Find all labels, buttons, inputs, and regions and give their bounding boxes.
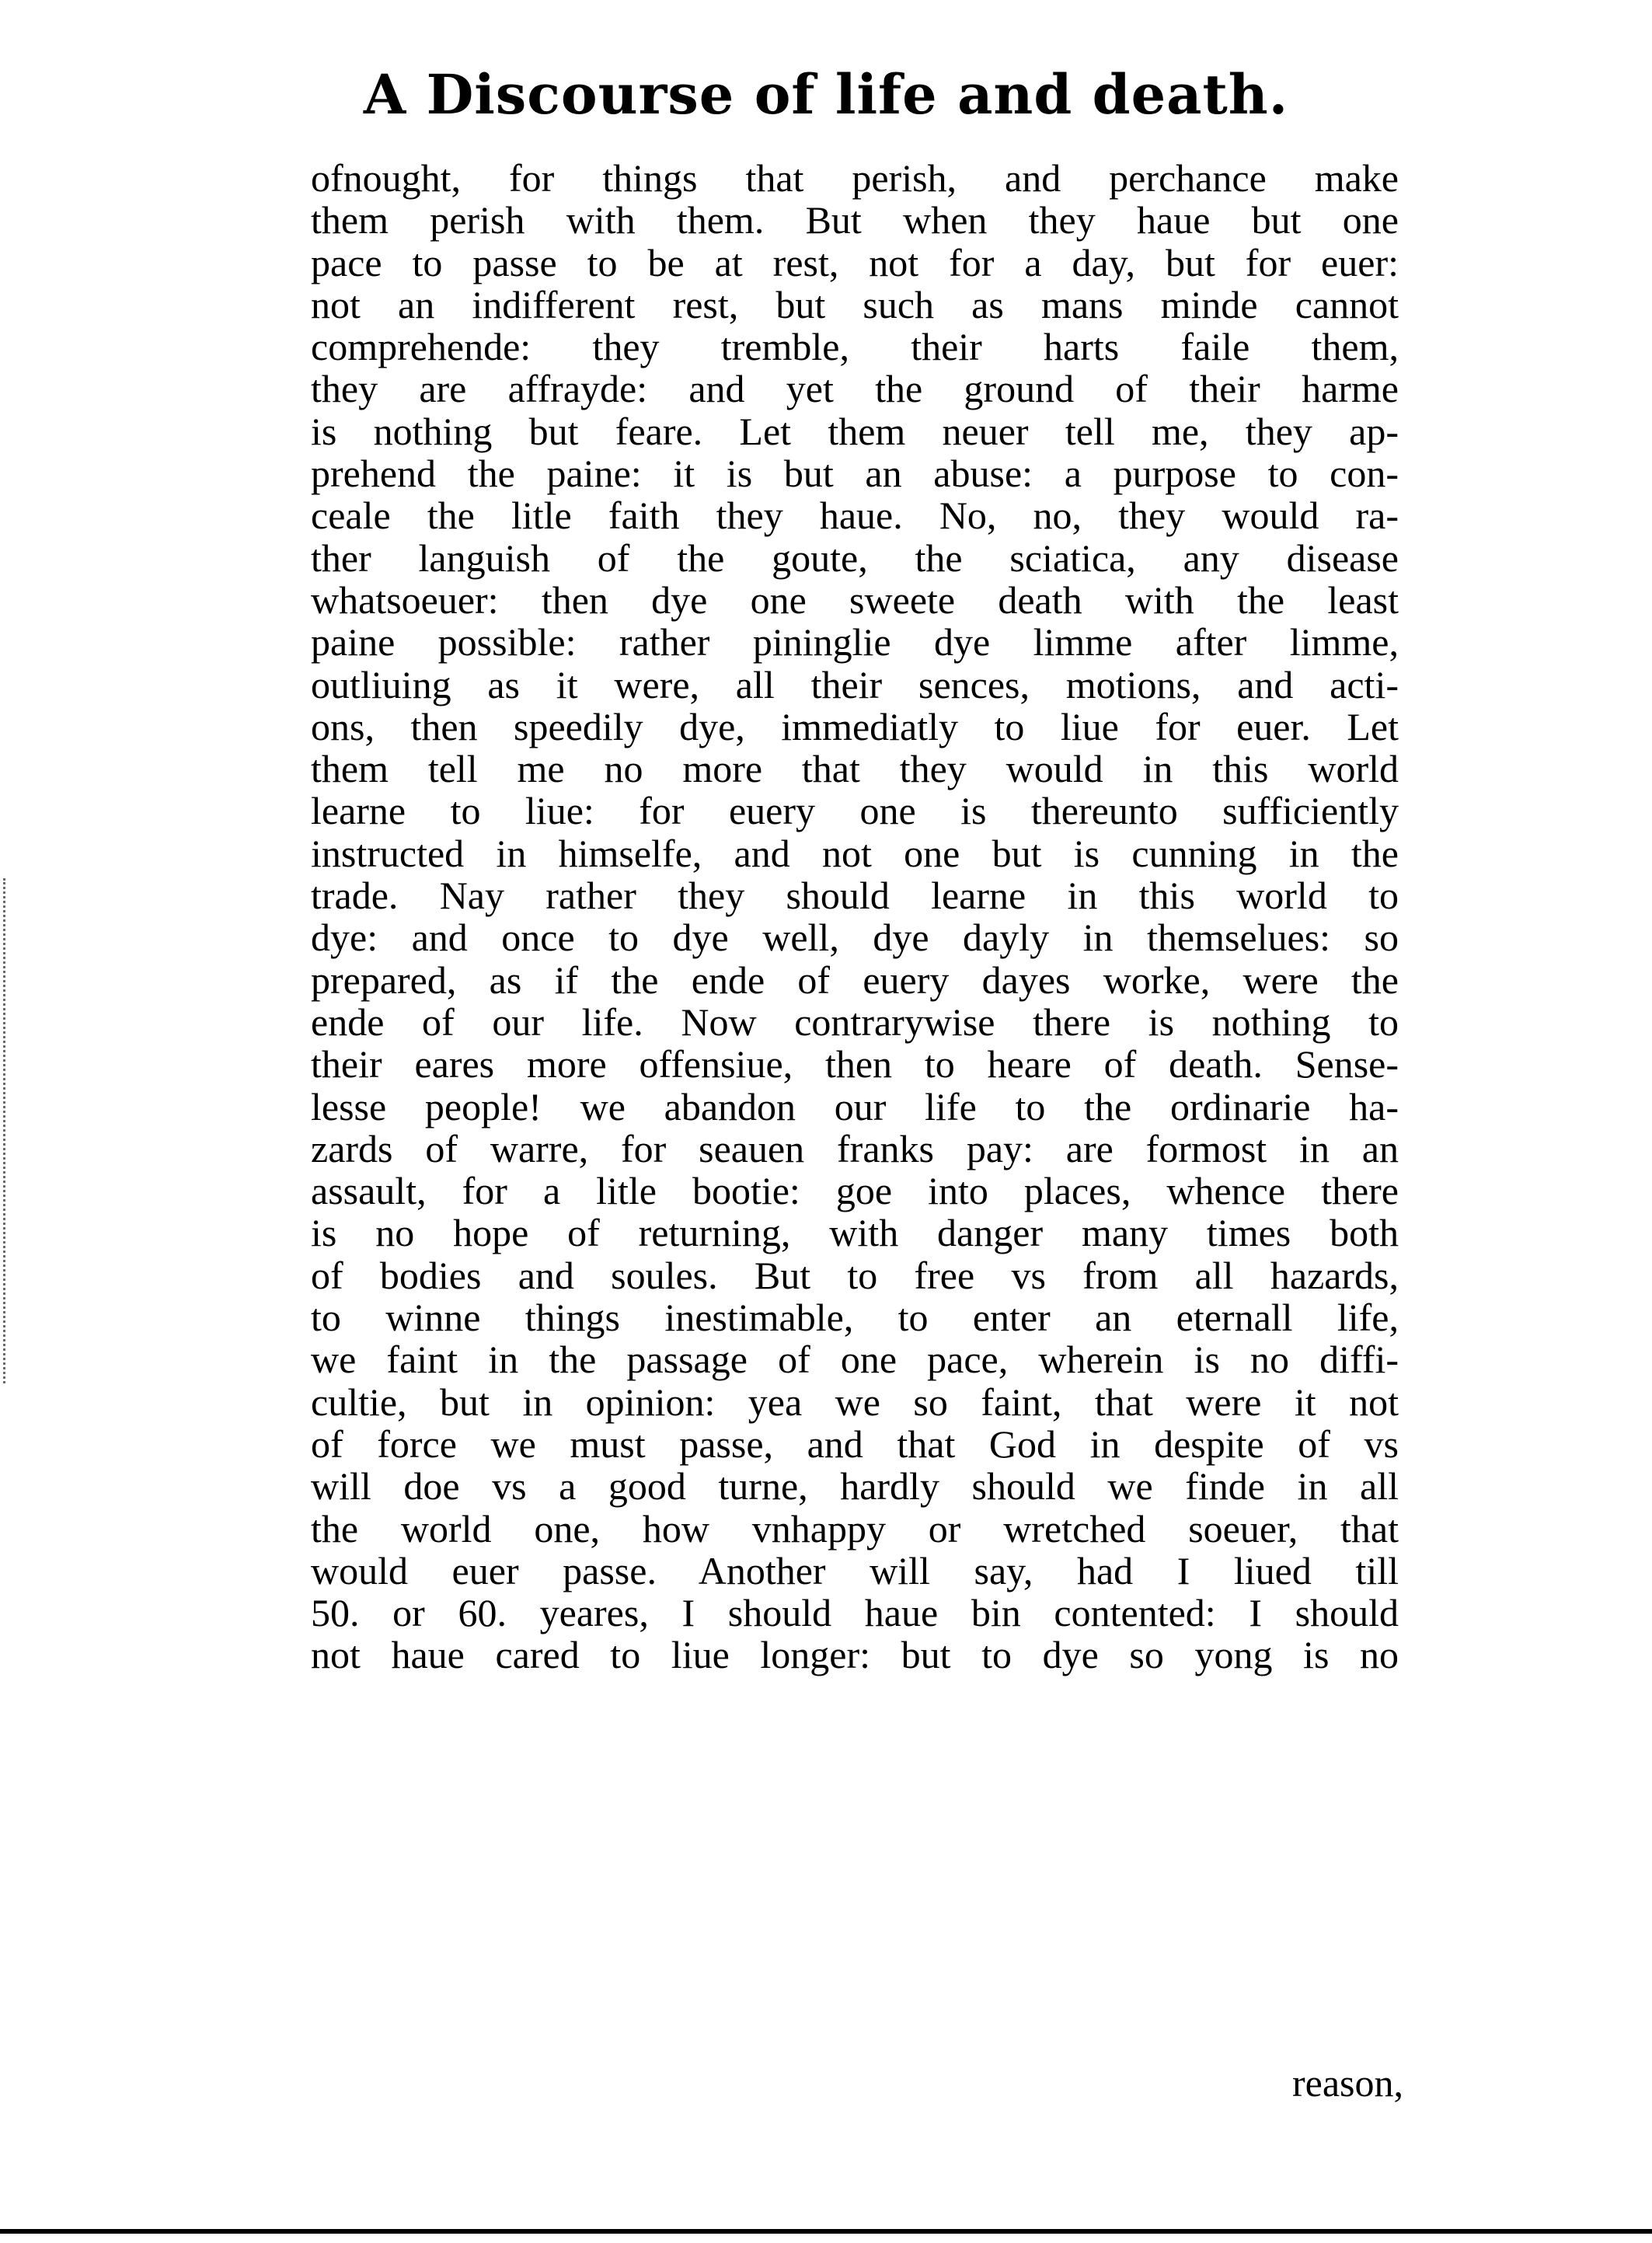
body-text <box>311 157 1399 1676</box>
text-line: comprehende: they tremble, their harts faile them, <box>311 325 1399 369</box>
text-line: of force we must passe, and that God in despite of vs <box>311 1421 1399 1466</box>
text-line: ende of our life. Now contrarywise there is nothing to <box>311 999 1399 1044</box>
text-line: would euer passe. Another will say, had I liued till <box>311 1548 1399 1592</box>
text-line: prepared, as if the ende of euery dayes worke, were the <box>311 958 1399 1002</box>
text-line: whatsoeuer: then dye one sweete death with the least <box>311 577 1399 622</box>
text-line: pace to passe to be at rest, not for a day, but for euer: <box>311 240 1399 284</box>
text-line: assault, for a litle bootie: goe into places, whence there <box>311 1169 1399 1213</box>
text-line: to winne things inestimable, to enter an eternall life, <box>311 1296 1399 1340</box>
text-line: paine possible: rather pininglie dye limme after limme, <box>311 620 1399 665</box>
text-line: ther languish of the goute, the sciatica, any disease <box>311 535 1399 580</box>
text-line: ofnought, for things that perish, and perchance make <box>311 156 1399 200</box>
text-line: of bodies and soules. But to free vs from all hazards, <box>311 1253 1399 1297</box>
text-line: prehend the paine: it is but an abuse: a purpose to con- <box>311 452 1399 496</box>
text-line: not an indifferent rest, but such as mans minde cannot <box>311 282 1399 326</box>
text-line: dye: and once to dye well, dye dayly in themselues: so <box>311 916 1399 960</box>
text-line: learne to liue: for euery one is thereunto sufficiently <box>311 789 1399 833</box>
text-line: is nothing but feare. Let them neuer tell me, they ap- <box>311 409 1399 453</box>
text-line: 50. or 60. yeares, I should haue bin contented: I should <box>311 1591 1399 1635</box>
text-line: them perish with them. But when they haue but one <box>311 198 1399 242</box>
text-line: trade. Nay rather they should learne in this world to <box>311 874 1399 918</box>
text-line: lesse people! we abandon our life to the ordinarie ha- <box>311 1084 1399 1128</box>
text-line: zards of warre, for seauen franks pay: are formost in an <box>311 1126 1399 1170</box>
catchword: reason, <box>1292 2061 1403 2105</box>
text-line: is no hope of returning, with danger many times both <box>311 1211 1399 1255</box>
bottom-rule <box>0 2229 1652 2234</box>
text-line: them tell me no more that they would in this world <box>311 747 1399 791</box>
text-line: they are affrayde: and yet the ground of their harme <box>311 367 1399 411</box>
running-head: A Discourse of life and death. <box>363 62 1289 127</box>
text-line: the world one, how vnhappy or wretched soeuer, that <box>311 1506 1399 1551</box>
margin-marks <box>3 878 19 1383</box>
text-line: ceale the litle faith they haue. No, no, they would ra- <box>311 494 1399 538</box>
text-line: we faint in the passage of one pace, wherein is no diffi- <box>311 1338 1399 1382</box>
text-line: not haue cared to liue longer: but to dye so yong is no <box>311 1633 1399 1677</box>
text-line: outliuing as it were, all their sences, motions, and acti- <box>311 662 1399 706</box>
text-line: their eares more offensiue, then to heare of death. Sense- <box>311 1042 1399 1087</box>
text-line: cultie, but in opinion: yea we so faint, that were it not <box>311 1380 1399 1424</box>
text-line: ons, then speedily dye, immediatly to liue for euer. Let <box>311 704 1399 748</box>
text-line: instructed in himselfe, and not one but is cunning in the <box>311 831 1399 875</box>
text-line: will doe vs a good turne, hardly should we finde in all <box>311 1464 1399 1509</box>
